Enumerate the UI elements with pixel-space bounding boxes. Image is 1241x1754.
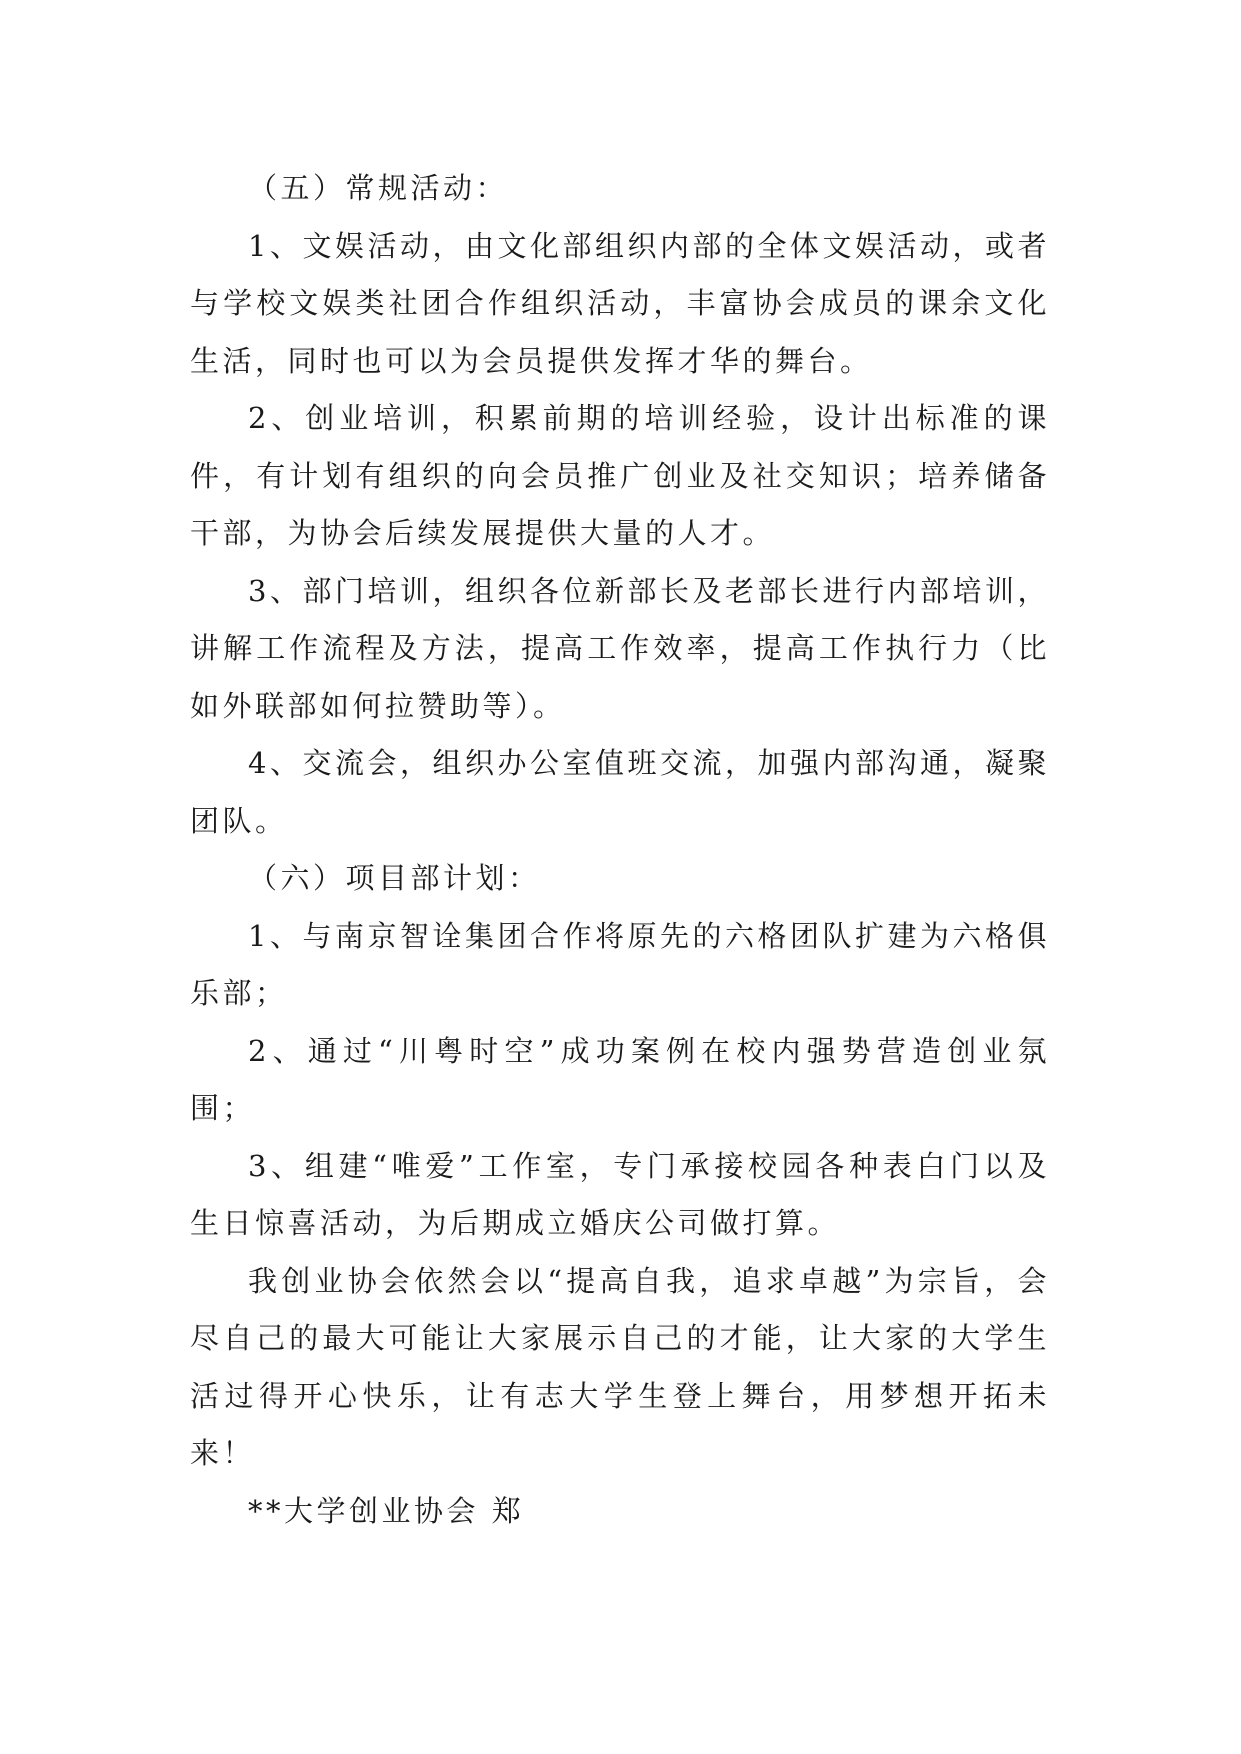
routine-item-2: 2、创业培训，积累前期的培训经验，设计出标准的课件，有计划有组织的向会员推广创业及社交知识；培养储备干部，为协会后续发展提供大量的人才。 xyxy=(190,401,1050,550)
routine-item-1: 1、文娱活动，由文化部组织内部的全体文娱活动，或者与学校文娱类社团合作组织活动，丰富协会成员的课余文化生活，同时也可以为会员提供发挥才华的舞台。 xyxy=(190,228,1050,378)
section-heading-project-plan: （六）项目部计划： xyxy=(248,861,541,895)
closing-paragraph: 我创业协会依然会以“提高自我，追求卓越”为宗旨，会尽自己的最大可能让大家展示自己的才能，让大家的大学生活过得开心快乐，让有志大学生登上舞台，用梦想开拓未来！ xyxy=(190,1263,1050,1470)
signature-line: **大学创业协会 郑 xyxy=(248,1493,525,1528)
project-item-2: 2、通过“川粤时空”成功案例在校内强势营造创业氛围； xyxy=(190,1033,1050,1125)
section-heading-routine-activities: （五）常规活动： xyxy=(248,171,509,205)
routine-item-4: 4、交流会，组织办公室值班交流，加强内部沟通，凝聚团队。 xyxy=(190,746,1050,838)
document-body xyxy=(190,160,1050,1540)
routine-item-3: 3、部门培训，组织各位新部长及老部长进行内部培训，讲解工作流程及方法，提高工作效率，提高工作执行力（比如外联部如何拉赞助等）。 xyxy=(190,573,1050,723)
project-item-1: 1、与南京智诠集团合作将原先的六格团队扩建为六格俱乐部； xyxy=(190,918,1050,1010)
project-item-3: 3、组建“唯爱”工作室，专门承接校园各种表白门以及生日惊喜活动，为后期成立婚庆公司做打算。 xyxy=(190,1148,1050,1240)
